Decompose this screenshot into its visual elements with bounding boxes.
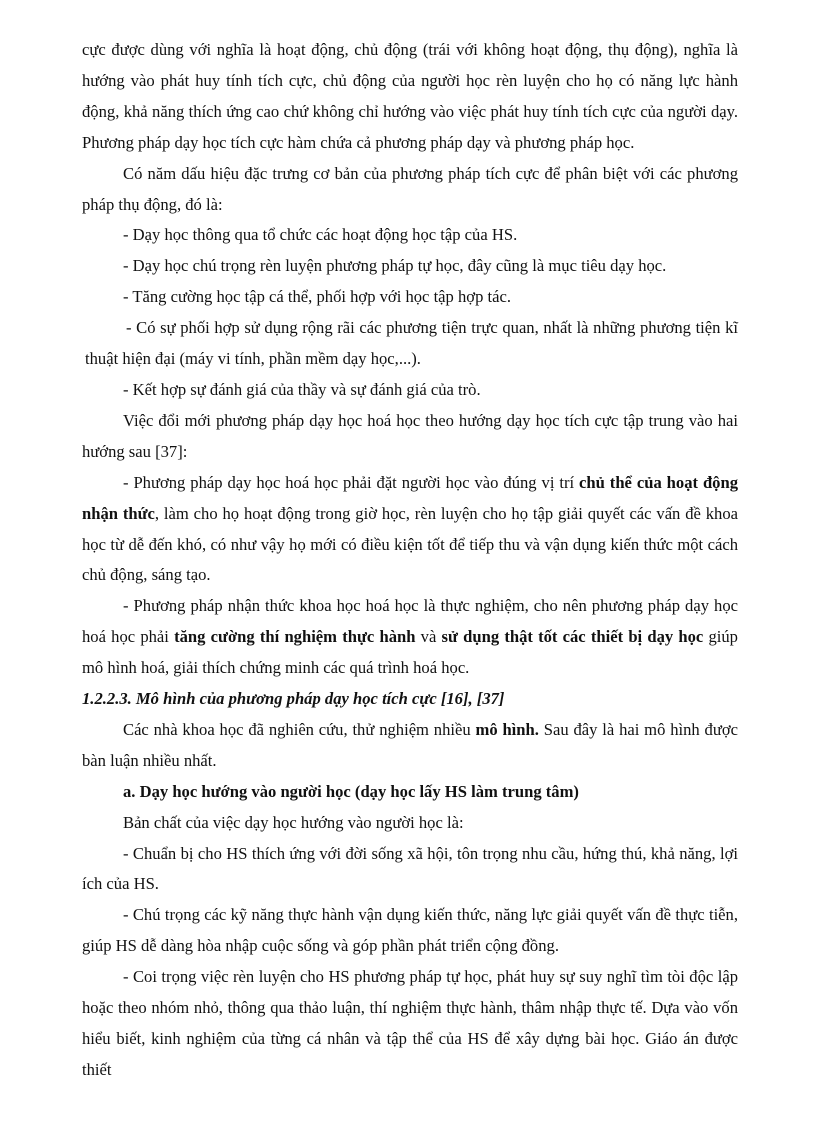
list-item-sign-3: - Tăng cường học tập cá thể, phối hợp với học tập hợp tác. [123, 287, 512, 307]
direction-2-bold-equipment: sử dụng thật tốt các thiết bị dạy học [441, 627, 704, 647]
list-item-nature-2: - Chú trọng các kỹ năng thực hành vận dụng kiến thức, năng lực giải quyết vấn đề thực tiễn, giúp HS dễ dàng hòa nhập cuộc sống và góp phần phát triển cộng đồng. [82, 905, 738, 956]
models-intro-text-start: Các nhà khoa học đã nghiên cứu, thử nghiệm nhiều [123, 719, 476, 739]
models-intro-bold-model: mô hình. [475, 719, 539, 739]
list-item-sign-4: - Có sự phối hợp sử dụng rộng rãi các phương tiện trực quan, nhất là những phương tiện kĩ thuật hiện đại (máy vi tính, phần mềm dạy học,...). [85, 318, 738, 369]
list-item-sign-2: - Dạy học chú trọng rèn luyện phương pháp tự học, đây cũng là mục tiêu dạy học. [123, 256, 667, 276]
direction-2-bold-experiments: tăng cường thí nghiệm thực hành [174, 627, 416, 647]
models-intro-text-end: Sau đây là hai mô hình được bàn luận nhiều nhất. [82, 719, 738, 770]
direction-1-text-end: , làm cho họ hoạt động trong giờ học, rèn luyện cho họ tập giải quyết các vấn đề khoa học từ dễ đến khó, có như vậy họ mới có điều kiện tốt để tiếp thu và vận dụng kiến thức một cách chủ động, sáng tạo. [82, 503, 738, 585]
document-body [82, 35, 738, 1086]
list-item-nature-1: - Chuẩn bị cho HS thích ứng với đời sống xã hội, tôn trọng nhu cầu, hứng thú, khả năng, lợi ích của HS. [82, 843, 738, 894]
paragraph-learner-centered-nature: Bản chất của việc dạy học hướng vào người học là: [123, 812, 464, 832]
paragraph-active-method-definition: cực được dùng với nghĩa là hoạt động, chủ động (trái với không hoạt động, thụ động), nghĩa là hướng vào phát huy tính tích cực, chủ động của người học rèn luyện cho họ có năng lực hành động, khả năng thích ứng cao chứ không chỉ hướng vào việc phát huy tính tích cực của người dạy. Phương pháp dạy học tích cực hàm chứa cả phương pháp dạy và phương pháp học. [82, 40, 738, 152]
list-item-direction-1 [82, 468, 738, 592]
paragraph-five-signs-intro: Có năm dấu hiệu đặc trưng cơ bản của phương pháp tích cực để phân biệt với các phương pháp thụ động, đó là: [82, 163, 738, 214]
list-item-sign-1: - Dạy học thông qua tổ chức các hoạt động học tập của HS. [123, 225, 518, 245]
direction-2-text-and: và [415, 627, 442, 647]
list-item-direction-2 [82, 591, 738, 684]
list-item-sign-5: - Kết hợp sự đánh giá của thầy và sự đánh giá của trò. [123, 379, 481, 399]
subsection-heading: a. Dạy học hướng vào người học (dạy học lấy HS làm trung tâm) [123, 781, 579, 801]
direction-1-bold-subject: chủ thể của hoạt động nhận thức [82, 472, 739, 523]
direction-2-text-start: - Phương pháp nhận thức khoa học hoá học là thực nghiệm, cho nên phương pháp dạy học hoá học phải [82, 596, 738, 647]
list-item-nature-3: - Coi trọng việc rèn luyện cho HS phương pháp tự học, phát huy sự suy nghĩ tìm tòi độc lập hoặc theo nhóm nhỏ, thông qua thảo luận, thí nghiệm thực hành, thâm nhập thực tế. Dựa vào vốn hiểu biết, kinh nghiệm của từng cá nhân và tập thể của HS để xây dựng bài học. Giáo án được thiết [82, 967, 738, 1079]
direction-2-text-end: giúp mô hình hoá, giải thích chứng minh các quá trình hoá học. [82, 627, 738, 678]
direction-1-text-start: - Phương pháp dạy học hoá học phải đặt người học vào đúng vị trí [123, 472, 580, 492]
section-heading: 1.2.2.3. Mô hình của phương pháp dạy học tích cực [16], [37] [82, 689, 505, 709]
paragraph-models-intro [82, 715, 738, 777]
paragraph-innovation-directions: Việc đổi mới phương pháp dạy học hoá học theo hướng dạy học tích cực tập trung vào hai hướng sau [37]: [82, 410, 738, 461]
